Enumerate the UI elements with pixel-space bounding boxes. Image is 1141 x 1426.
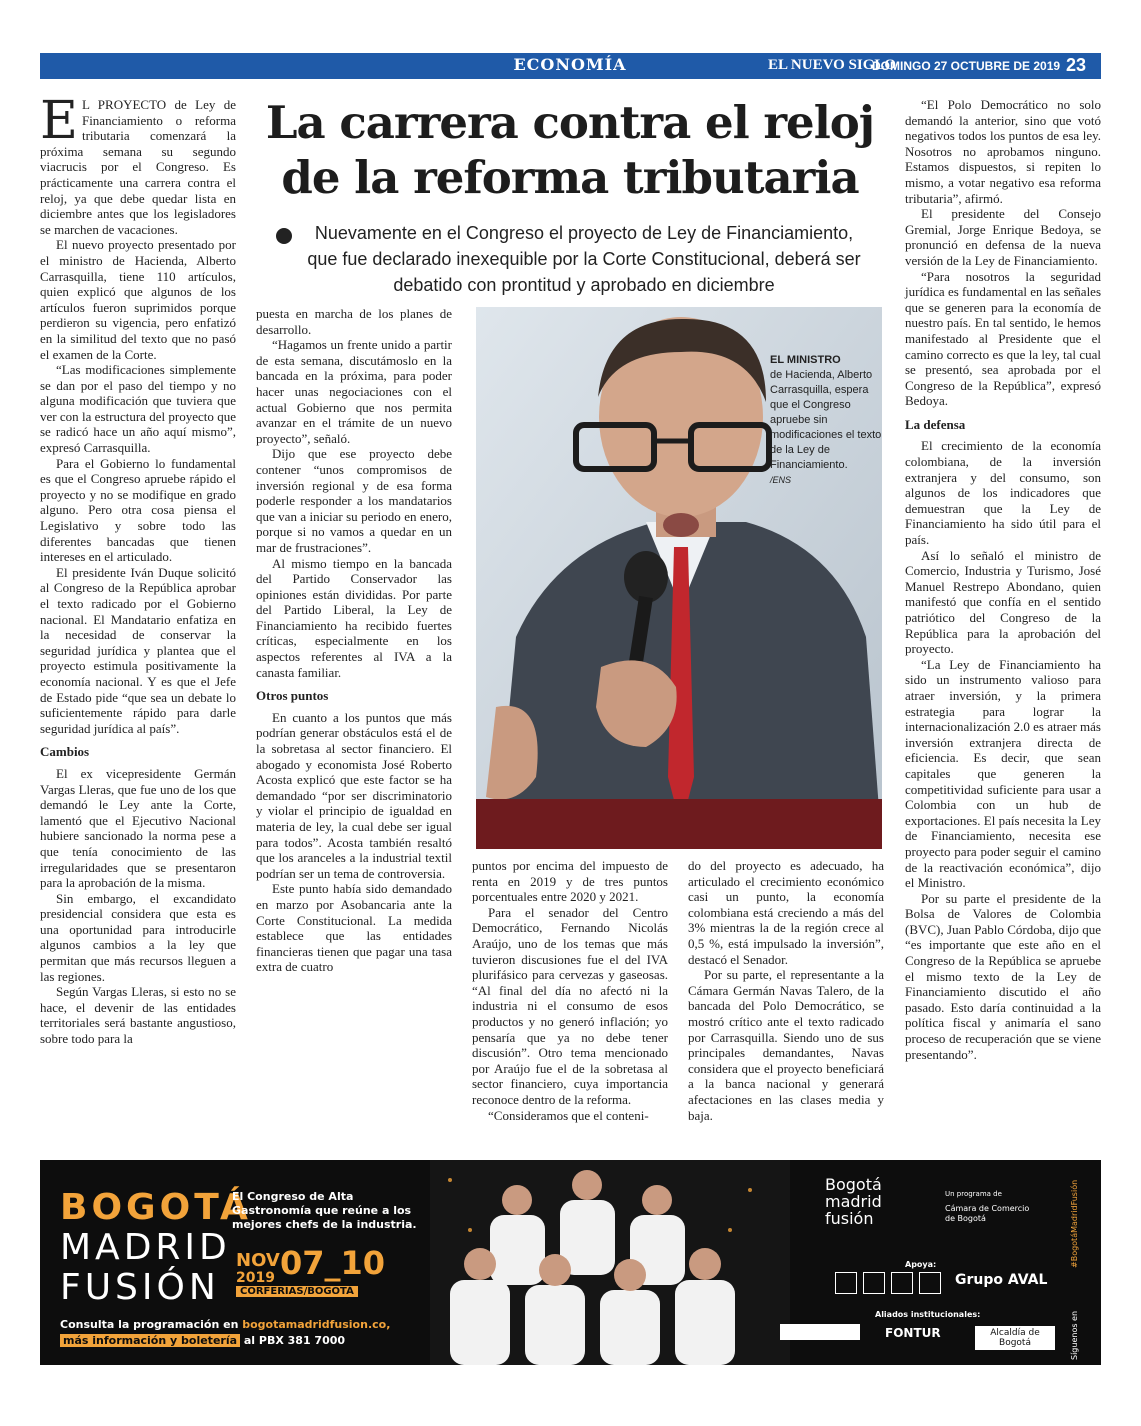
sponsor-logo-icon	[891, 1272, 913, 1294]
paragraph: “Para nosotros la seguridad jurídica es fundamental en las señales que se generen para la economía de nuestro país. En tal sentido, le hemos manifestado al Presidente que el camino correcto es que la ley, tal cual se presentó, sea aprobada por el Congreso de la República”, expresó Bedoya.	[905, 268, 1102, 409]
ad-venue: CORFERIAS/BOGOTÁ	[236, 1286, 358, 1297]
subheading-cambios: Cambios	[40, 744, 90, 760]
ad-alcaldia: Alcaldía de Bogotá	[975, 1326, 1055, 1350]
caption-text: de Hacienda, Alberto Carrasquilla, espera que el Congreso apruebe sin modificaciones el texto de la Ley de Financiamiento.	[770, 369, 882, 471]
bogota-madrid-fusion-ad	[40, 1160, 1101, 1365]
paragraph: Según Vargas Lleras, si esto no se hace, el devenir de las entidades territoriales será bastante angustioso, sobre todo para la	[40, 984, 236, 1047]
ad-promo-url[interactable]: bogotamadridfusion.co,	[242, 1318, 391, 1331]
ad-allies-label: Aliados institucionales:	[875, 1310, 981, 1319]
paragraph: Para el senador del Centro Democrático, Fernando Nicolás Araújo, uno de los temas que más tuvieron discusiones fue el del IVA plurifásico para cervezas y gaseosas. “Al final del día no afectó ni la industria ni el consumo de esos productos y no generó inflación; yo pensaría que ya no debe tener discusión”. Otro tema mencionado por Araújo fue el de la sobretasa al sector financiero, cuya importancia reconoce dentro de la reforma.	[472, 904, 668, 1107]
ad-promo-link[interactable]: más información y boletería	[60, 1334, 240, 1347]
ad-promo-phone: al PBX 381 7000	[240, 1334, 346, 1347]
caption-lead: EL MINISTRO	[770, 354, 841, 366]
paragraph: “Las modificaciones simplemente se dan por el paso del tiempo y no alguna modificación que tuviera que ver con la estructura del proyecto que se radicó hace un año aquí mismo”, expresó Carrasquilla.	[40, 362, 236, 456]
ad-promo-line-2	[60, 1334, 345, 1347]
ad-brand-small: Bogotá madrid fusión	[825, 1175, 882, 1228]
paragraph: L PROYECTO de Ley de Financiamiento o reforma tributaria comenzará la próxima semana su segundo viacrucis por el Congreso. Es prácticamente una carrera contra el reloj, ya que debe quedar lista en diciembre antes que los legisladores se marchen de vacaciones.	[40, 97, 236, 237]
paragraph: Al mismo tiempo en la bancada del Partido Conservador las opiniones están divididas. Por parte del Partido Liberal, la Ley de Financiamiento ha recibido fuertes críticas, especialmente en los aspectos referentes al IVA a la canasta familiar.	[256, 555, 452, 680]
ad-chamber: Cámara de Comercio de Bogotá	[945, 1204, 1030, 1223]
chefs-group-photo	[430, 1160, 790, 1365]
paragraph: Este punto había sido demandado en marzo por Asobancaria ante la Corte Constitucional. La medida establece que las entidades financieras tienen que pagar una tasa extra de cuatro	[256, 881, 452, 975]
ad-hashtag: #BogotáMadridFusión	[1070, 1180, 1079, 1269]
sponsor-logo-icon	[919, 1272, 941, 1294]
paragraph: “Hagamos un frente unido a partir de esta semana, discutámoslo en la bancada en la próxima, para poder hacer unas negociaciones con el actual Gobierno que nos permita avanzar en el trámite de un nuevo proyecto”, señaló.	[256, 337, 452, 446]
paragraph: puesta en marcha de los planes de desarrollo.	[256, 306, 452, 337]
issue-date: DOMINGO 27 OCTUBRE DE 2019	[872, 59, 1061, 73]
ad-tagline: El Congreso de Alta Gastronomía que reúne a los mejores chefs de la industria.	[232, 1190, 417, 1231]
sponsor-logo-icon	[863, 1272, 885, 1294]
paragraph: El presidente Iván Duque solicitó al Congreso de la República aprobar el texto radicado por el Gobierno nacional. El Mandatario enfatiza en la necesidad de conservar la seguridad jurídica y plantea que el proyecto estimula positivamente la economía nacional. Y es que el Jefe de Estado pide “que sea un debate lo suficientemente rápido para darle seguridad jurídica al país”.	[40, 564, 236, 736]
ad-promo-prefix: Consulta la programación en	[60, 1318, 243, 1331]
article-column-5	[905, 97, 1101, 1062]
bullet-icon	[276, 228, 292, 244]
paragraph: “Consideramos que el conteni-	[488, 1107, 649, 1123]
paragraph: El crecimiento de la economía colombiana, de la inversión extranjera y del consumo, son algunos de los indicadores que demuestran que la Ley de Financiamiento ha sido útil para el país.	[905, 438, 1101, 548]
caption-credit: /ENS	[770, 475, 792, 485]
ad-promo-line	[60, 1318, 390, 1331]
ad-logo-line-1: BOGOTÁ	[60, 1187, 252, 1228]
ad-days: 07_10	[280, 1244, 386, 1282]
ad-year: 2019	[236, 1270, 275, 1286]
newspaper-name: EL NUEVO SIGLO	[768, 57, 897, 73]
article-column-1	[40, 91, 236, 1047]
paragraph: Sin embargo, el excandidato presidencial considera que esta es una oportunidad para introducirle algunos cambios a la ley que permitan que más recursos lleguen a las regiones.	[40, 890, 236, 984]
drop-cap: E	[40, 91, 78, 151]
paragraph: Así lo señaló el ministro de Comercio, Industria y Turismo, José Manuel Restrepo Abondano, quien manifestó que confía en el sentido patriótico del Congreso de la República para la aprobación del proyecto.	[905, 547, 1101, 657]
subheading-otros-puntos: Otros puntos	[256, 688, 329, 704]
paragraph: “La Ley de Financiamiento ha sido un instrumento valioso para atraer inversión, y la primera estrategia para lograr la internacionalización 2.0 es atraer más inversión extranjera directa de eficiencia. Es decir, que sean capitales que generen la competitividad suficiente para usar a Colombia con un hub de exportaciones. El país necesita la Ley de Financiamiento, necesita ese proyecto para poder seguir el camino de la reactivación económica”, dijo el Ministro.	[905, 656, 1101, 891]
ad-logo-line-2: MADRID	[60, 1227, 231, 1268]
article-column-2	[256, 306, 452, 975]
article-headline: La carrera contra el reloj de la reforma tributaria	[265, 96, 875, 204]
article-column-3	[472, 858, 668, 1123]
ad-follow	[1070, 1170, 1092, 1360]
page-number: 23	[1066, 55, 1087, 75]
paragraph: Dijo que ese proyecto debe contener “unos compromisos de inversión regional y de esa forma poderle responder a los mandatarios que van a iniciar su periodo en enero, porque si no vamos a quedar en un mar de frustraciones”.	[256, 446, 452, 555]
paragraph: “El Polo Democrático no solo demandó la anterior, sino que votó negativos todos los puntos de esa ley. Nosotros no aprobamos ninguno. Estamos dispuestos, si repiten lo mismo, a votar negativo esa reforma tributaria”, afirmó.	[905, 97, 1101, 206]
ad-follow-label: Síguenos en	[1070, 1310, 1079, 1360]
ministry-logo	[780, 1324, 860, 1340]
ad-month: NOV	[236, 1250, 280, 1271]
paragraph: Por su parte el presidente de la Bolsa de Valores de Colombia (BVC), Juan Pablo Córdoba, dijo que “es importante que este año en el Congreso de la República se apruebe el mismo texto de la Ley de Financiamiento discutido el año pasado. Esto daría continuidad a la política fiscal y animaría el sano proceso de recuperación que se viene presentando”.	[905, 890, 1101, 1062]
ad-sponsor-icons	[835, 1272, 950, 1292]
paragraph: El ex vicepresidente Germán Vargas Lleras, que fue uno de los que demandó le Ley ante la Corte, lamentó que el Ejecutivo Nacional hubiere sancionado la norma pese a que tenía conocimiento de las irregularidades que se presentaron para la aprobación de la misma.	[40, 765, 236, 891]
section-title: ECONOMÍA	[513, 55, 627, 74]
subheading-la-defensa: La defensa	[905, 416, 966, 432]
paragraph: puntos por encima del impuesto de renta en 2019 y de tres puntos porcentuales entre 2020 y 2021.	[472, 858, 668, 905]
ad-support-label: Apoya:	[905, 1260, 937, 1269]
paragraph: El nuevo proyecto presentado por el ministro de Hacienda, Alberto Carrasquilla, tiene 110 artículos, quien explicó que algunos de los artículos fueron suprimidos porque perdieron su vigencia, pero enfatizó en la similitud del texto que no pasó el examen de la Corte.	[40, 237, 236, 362]
article-deck: Nuevamente en el Congreso el proyecto de Ley de Financiamiento, que fue declarado inexequible por la Corte Constitucional, deberá ser debatido con prontitud y aprobado en diciembre	[307, 223, 861, 295]
paragraph: Por su parte, el representante a la Cámara Germán Navas Talero, de la bancada del Polo Democrático, se mostró crítico ante el texto radicado por Carrasquilla. Siendo uno de sus principales demandantes, Navas considera que el proyecto beneficiará a la banca nacional y generará afectaciones en las clases media y baja.	[688, 967, 884, 1123]
paragraph: El presidente del Consejo Gremial, Jorge Enrique Bedoya, se pronunció en defensa de la nueva versión de la Ley de Financiamiento.	[905, 206, 1101, 268]
ad-logo-line-3: FUSIÓN	[60, 1267, 220, 1308]
paragraph: do del proyecto es adecuado, ha articulado el crecimiento económico casi un punto, la economía colombiana está creciendo a más del 3% mientras la de la región crece al 0,5 %, está impulsado la inversión”, destacó el Senador.	[688, 858, 884, 967]
sponsor-logo-icon	[835, 1272, 857, 1294]
article-column-4	[688, 858, 884, 1123]
photo-caption	[770, 353, 882, 488]
ad-fontur: FONTUR	[885, 1326, 941, 1340]
paragraph: En cuanto a los puntos que más podrían generar obstáculos está el de la sobretasa al sector financiero. El abogado y economista José Roberto Acosta explicó que este factor se ha demandado “por ser discriminatorio y violar el principio de igualdad en materia de ley, la cual debe ser igual para todos”. Acosta también resaltó que los aranceles a la industrial textil podrían ser un tema de controversia.	[256, 709, 452, 881]
paragraph: Para el Gobierno lo fundamental es que el Congreso apruebe rápido el proyecto y no se modifique en grado alguno. Pero otra cosa piensa el Legislativo y sobre todo las diferentes bancadas que tienen intereses en el articulado.	[40, 455, 236, 565]
ad-program-label: Un programa de	[945, 1190, 1002, 1198]
ad-aval: Grupo AVAL	[955, 1272, 1048, 1288]
